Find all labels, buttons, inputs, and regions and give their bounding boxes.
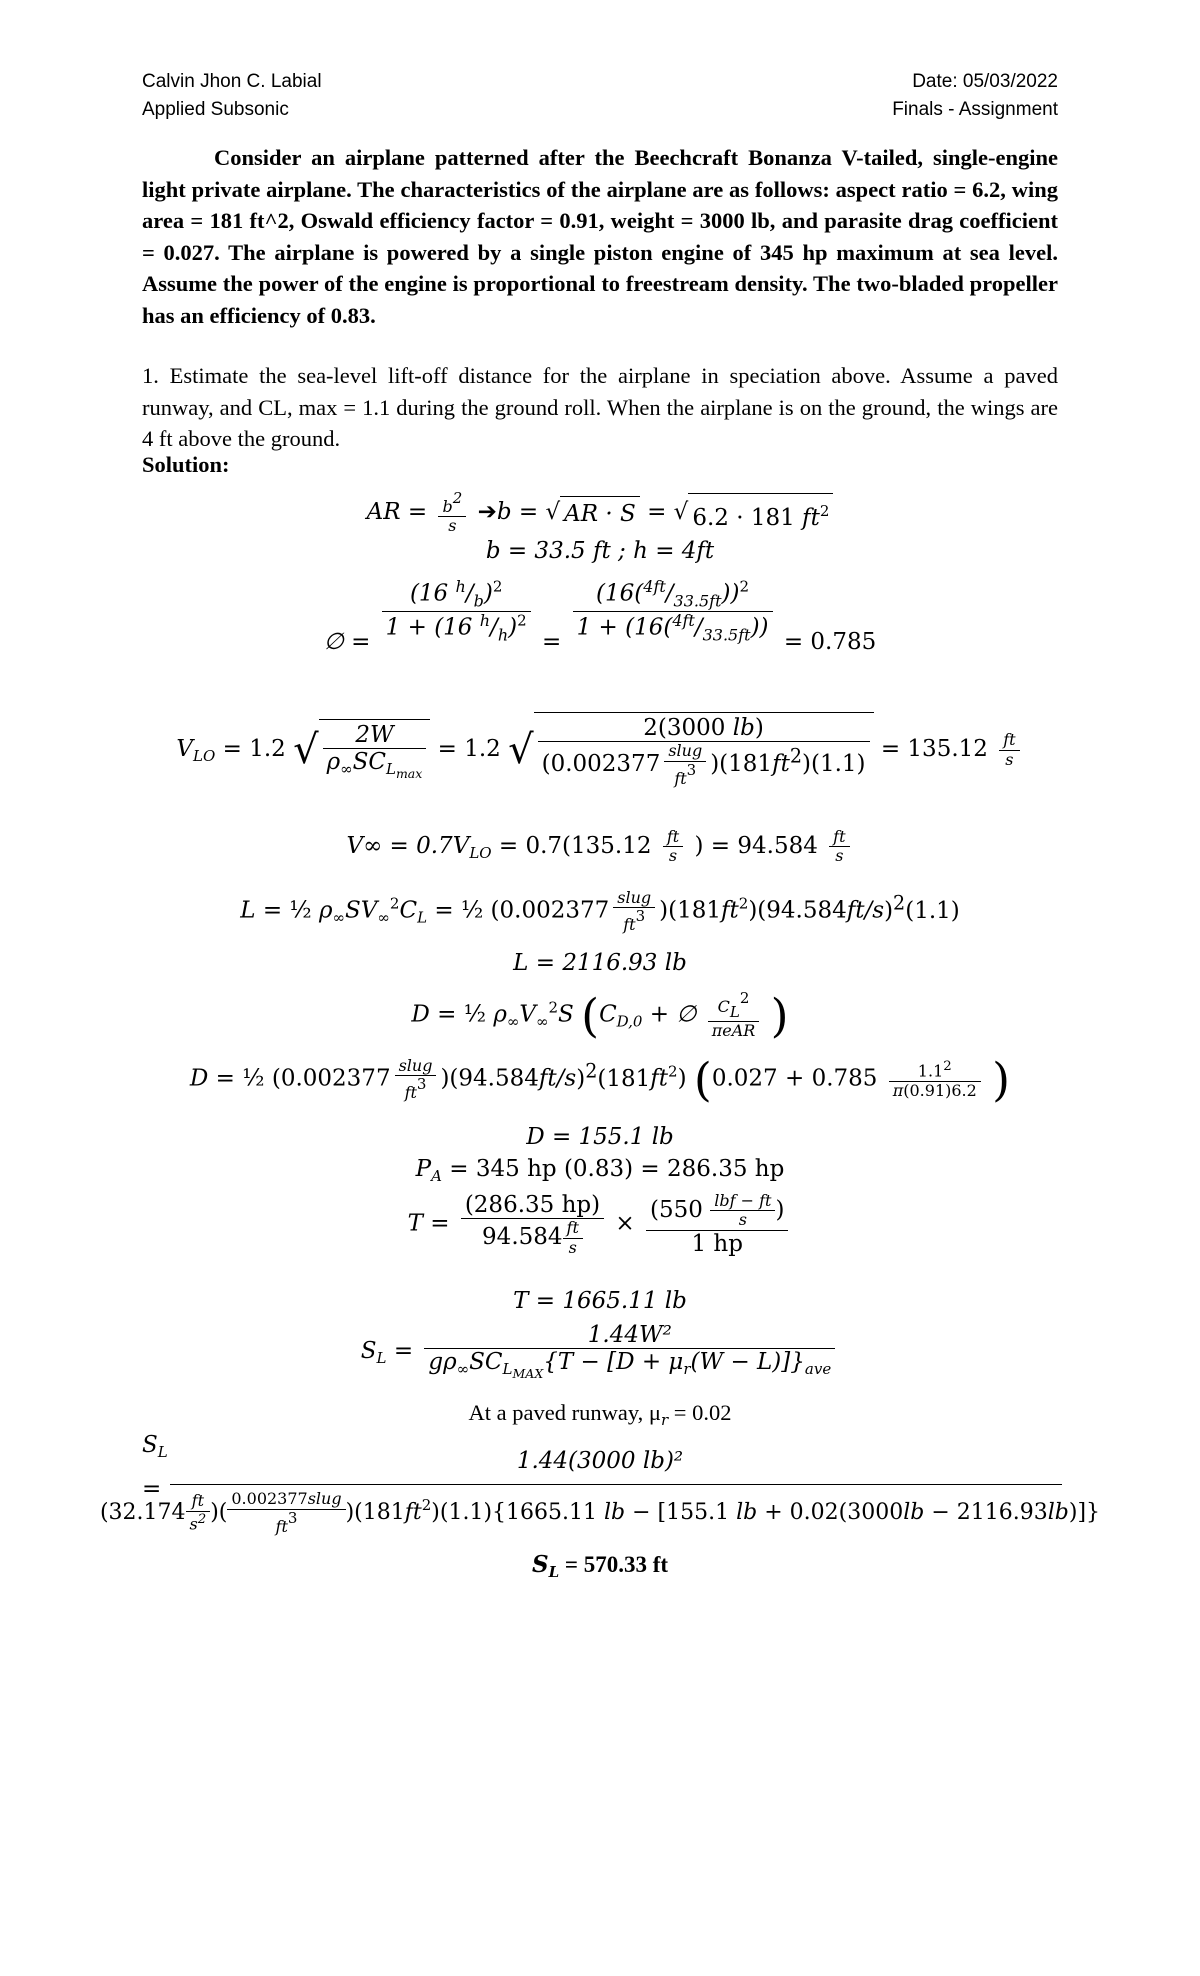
phi-result: = 0.785 xyxy=(783,629,877,656)
thrust-result: T = 1665.11 lb xyxy=(513,1288,687,1314)
problem-statement: Consider an airplane patterned after the Beechcraft Bonanza V-tailed, single-engine light private airplane. The characteristics of the airplane are as follows: aspect ratio = 6.2, wing area = 181 ft^2, Oswald efficiency factor = 0.91, weight = 3000 lb, and parasite drag coefficient = 0.027. The airplane is powered by a single piston engine of 345 hp maximum at sea level. Assume the power of the engine is proportional to freestream density. The two-bladed propeller has an efficiency of 0.83. xyxy=(142,145,1058,328)
sl-label: $S_L$ xyxy=(142,1432,168,1461)
lift-result: L = 2116.93 lb xyxy=(513,950,687,976)
header-left xyxy=(142,68,322,124)
vinf-result: ) = 94.584 xyxy=(694,832,818,859)
sl-final-numerator: 1.44(3000 lb)² xyxy=(516,1448,684,1474)
thrust-numerator: (286.35 hp) xyxy=(464,1192,601,1218)
date-label: Date: 05/03/2022 xyxy=(912,71,1058,92)
drag-result: D = 155.1 lb xyxy=(526,1124,674,1150)
lift-equation: L = ½ $\rho_\infty SV_\infty^2C_L$ = ½ (0.002377 $\frac{\text{slug}}{ft3}$ )$(181ft^2)(94.584ft/s)^2(1.1)$ xyxy=(240,887,960,935)
thrust-equation: T = (286.35 hp) 94.584 $\frac{ft}{s}$ × (550 $\frac{\text{lbf − ft}}{s}$ ) 1 hp xyxy=(0,1192,1200,1274)
fraction-bar xyxy=(170,1484,1062,1485)
equals-sign: = xyxy=(142,1476,162,1502)
power-result: = 345 hp (0.83) = 286.35 hp xyxy=(449,1156,785,1182)
answer-value: = 570.33 ft xyxy=(564,1552,669,1577)
ground-effect-equation: ∅ = $\frac{(16 ^h/_b)^2}{1 + (16 ^h/_h)^2}$ = $\frac{(16(^{4ft}/_{33.5ft}))^2}{1 + (16(^{4ft}/_{33.5ft}))}$ = 0.785 xyxy=(323,577,877,656)
power-symbol: P xyxy=(415,1156,432,1182)
vinf-mid: = 0.7(135.12 xyxy=(498,832,652,859)
vlo-result: = 135.12 xyxy=(880,736,988,763)
author-name: Calvin Jhon C. Labial xyxy=(142,71,322,92)
solution-label: Solution: xyxy=(142,452,230,477)
friction-value: = 0.02 xyxy=(673,1400,732,1425)
sl-final-denominator: (32.174 $\frac{ft}{s^2}$ )( $\frac{\text{0.002377slug}}{ft3}$ )$(181ft^2)(1.1)\{1665.11$ lb − [155.1 lb + 0.02(3000lb − 2116.93lb)]} xyxy=(99,1489,1101,1536)
aspect-ratio-equation: AR = $\frac{b2}{s}$ ➔b = √ AR · S = √ 6.2 · 181 $ft^2$ xyxy=(0,490,1200,536)
course-name: Applied Subsonic xyxy=(142,99,289,120)
final-answer: $S_L = 570.33$ ft xyxy=(531,1551,669,1581)
vinf-lhs: V∞ = 0.7V xyxy=(346,832,470,859)
power-equation: $P_A = 345$ hp (0.83) = 286.35 hp xyxy=(415,1156,785,1185)
header-right xyxy=(892,68,1058,124)
runway-note-text: At a paved runway, μ xyxy=(468,1400,661,1425)
conversion-factor: 550 xyxy=(659,1196,703,1223)
question-text: 1. Estimate the sea-level lift-off distance for the airplane in speciation above. Assume a paved runway, and CL, max = 1.1 during the ground roll. When the airplane is on the ground, the wings are 4 ft above the ground. xyxy=(142,363,1058,451)
runway-note: At a paved runway, $\mu_r = 0.02$ xyxy=(468,1400,732,1429)
thrust-denominator: 94.584 xyxy=(482,1224,563,1251)
drag-substituted: D = ½ (0.002377 $\frac{\text{slug}}{ft3}$ )$(94.584ft/s)^2(181ft^2)$ (0.027 + 0.785 $\frac{1.1^2}{\pi(0.91)6.2}$ ) xyxy=(189,1052,1011,1107)
conversion-denominator: 1 hp xyxy=(646,1230,788,1257)
liftoff-distance-formula: $S_L$ = $\frac{\text{1.44W²}}{g\rho_\infty SC_{L_{MAX}}\{T - [D + \mu_r(W - L)]\}_{ave}}$ xyxy=(0,1322,1200,1392)
freestream-velocity-equation: $V\infty = 0.7V_{LO} = 0.7(135.12$ $\frac{ft}{s}$ ) = 94.584 $\frac{ft}{s}$ xyxy=(0,828,1200,868)
span-height-equation: b = 33.5 ft ; h = 4ft xyxy=(485,538,715,564)
drag-formula: D = ½ $\rho_\infty V_\infty^2S$ ($C_{D,0}$ + ∅ $\frac{CL2}{\text{πeAR}}$ ) xyxy=(411,988,789,1043)
liftoff-velocity-equation: $V_{LO} = 1.2$ √ $\frac{2W}{\rho_\infty SC_{L_{max}}}$ = 1.2 √ 2(3000 lb) (0.002377 $\frac{\text{slug}}{ft3}$ )$(181ft^2)(1.1)$ = 135.12 $\frac{ft}{s}$ xyxy=(0,712,1200,822)
sl-numerator: 1.44W² xyxy=(587,1322,672,1348)
assignment-label: Finals - Assignment xyxy=(892,99,1058,120)
